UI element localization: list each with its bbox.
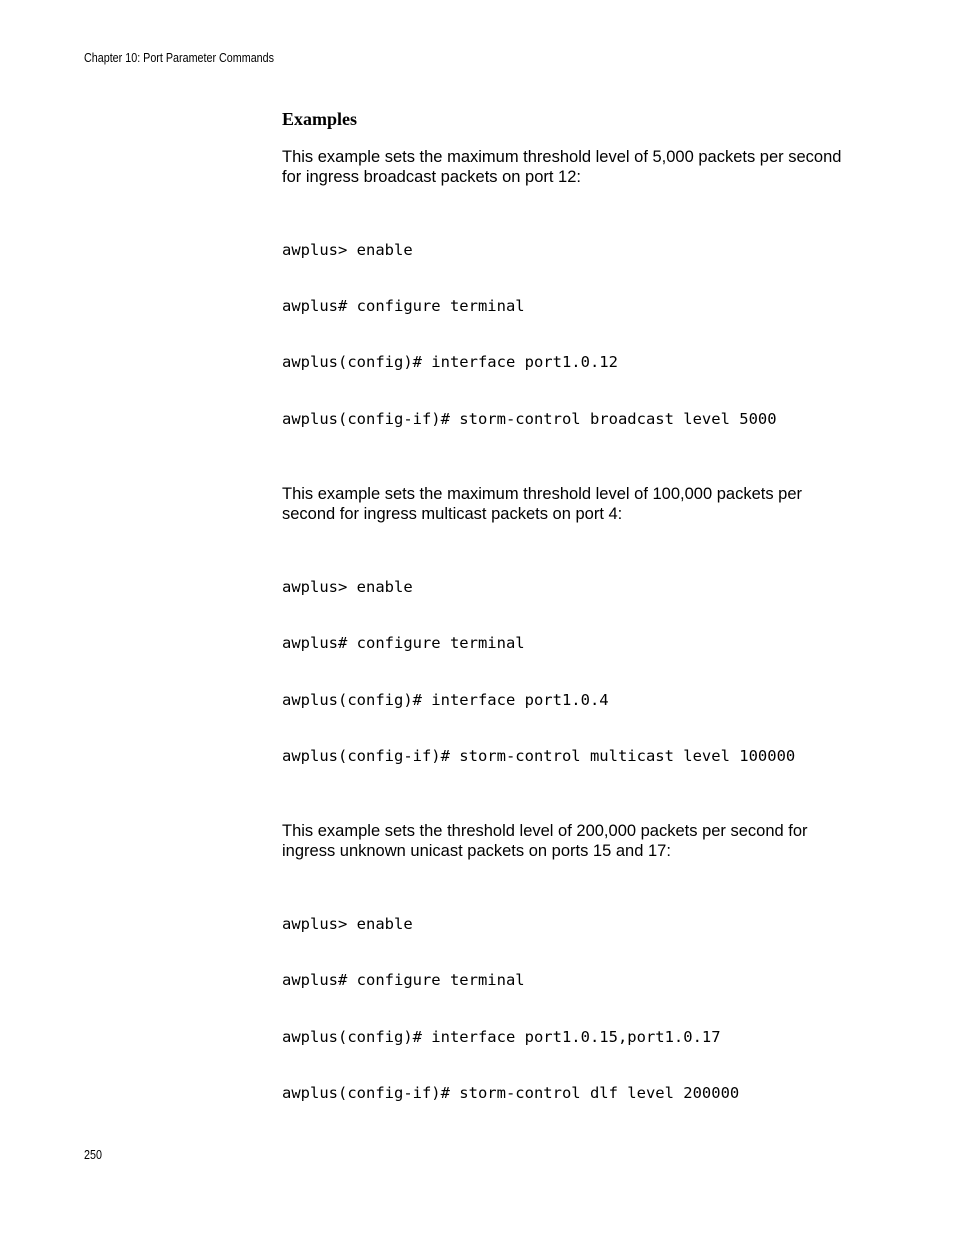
example-3-description: This example sets the threshold level of 200,000 packets per second for ingress unknown unicast packets on ports 15 and 17: xyxy=(282,822,808,861)
example-1-description: This example sets the maximum threshold level of 5,000 packets per second for ingress broadcast packets on port 12: xyxy=(282,148,842,186)
code-line: awplus# configure terminal xyxy=(282,634,525,653)
code-line: awplus> enable xyxy=(282,577,413,596)
page-number: 250 xyxy=(84,1148,102,1162)
running-header: Chapter 10: Port Parameter Commands xyxy=(84,51,275,65)
example-1-code-block xyxy=(282,203,842,466)
example-3-code-block xyxy=(282,877,842,1140)
code-line: awplus(config)# interface port1.0.4 xyxy=(282,690,609,709)
code-line: awplus(config)# interface port1.0.15,port1.0.17 xyxy=(282,1027,721,1046)
example-2-code-block xyxy=(282,540,842,803)
code-line: awplus# configure terminal xyxy=(282,296,525,315)
code-line: awplus> enable xyxy=(282,240,413,259)
code-line: awplus(config-if)# storm-control broadcast level 5000 xyxy=(282,409,777,428)
code-line: awplus# configure terminal xyxy=(282,971,525,990)
examples-section xyxy=(282,108,842,1158)
code-line: awplus(config-if)# storm-control dlf level 200000 xyxy=(282,1084,740,1103)
section-heading: Examples xyxy=(282,109,358,129)
code-line: awplus> enable xyxy=(282,914,413,933)
code-line: awplus(config-if)# storm-control multicast level 100000 xyxy=(282,746,796,765)
code-line: awplus(config)# interface port1.0.12 xyxy=(282,353,618,372)
example-2-description: This example sets the maximum threshold level of 100,000 packets per second for ingress multicast packets on port 4: xyxy=(282,485,803,524)
